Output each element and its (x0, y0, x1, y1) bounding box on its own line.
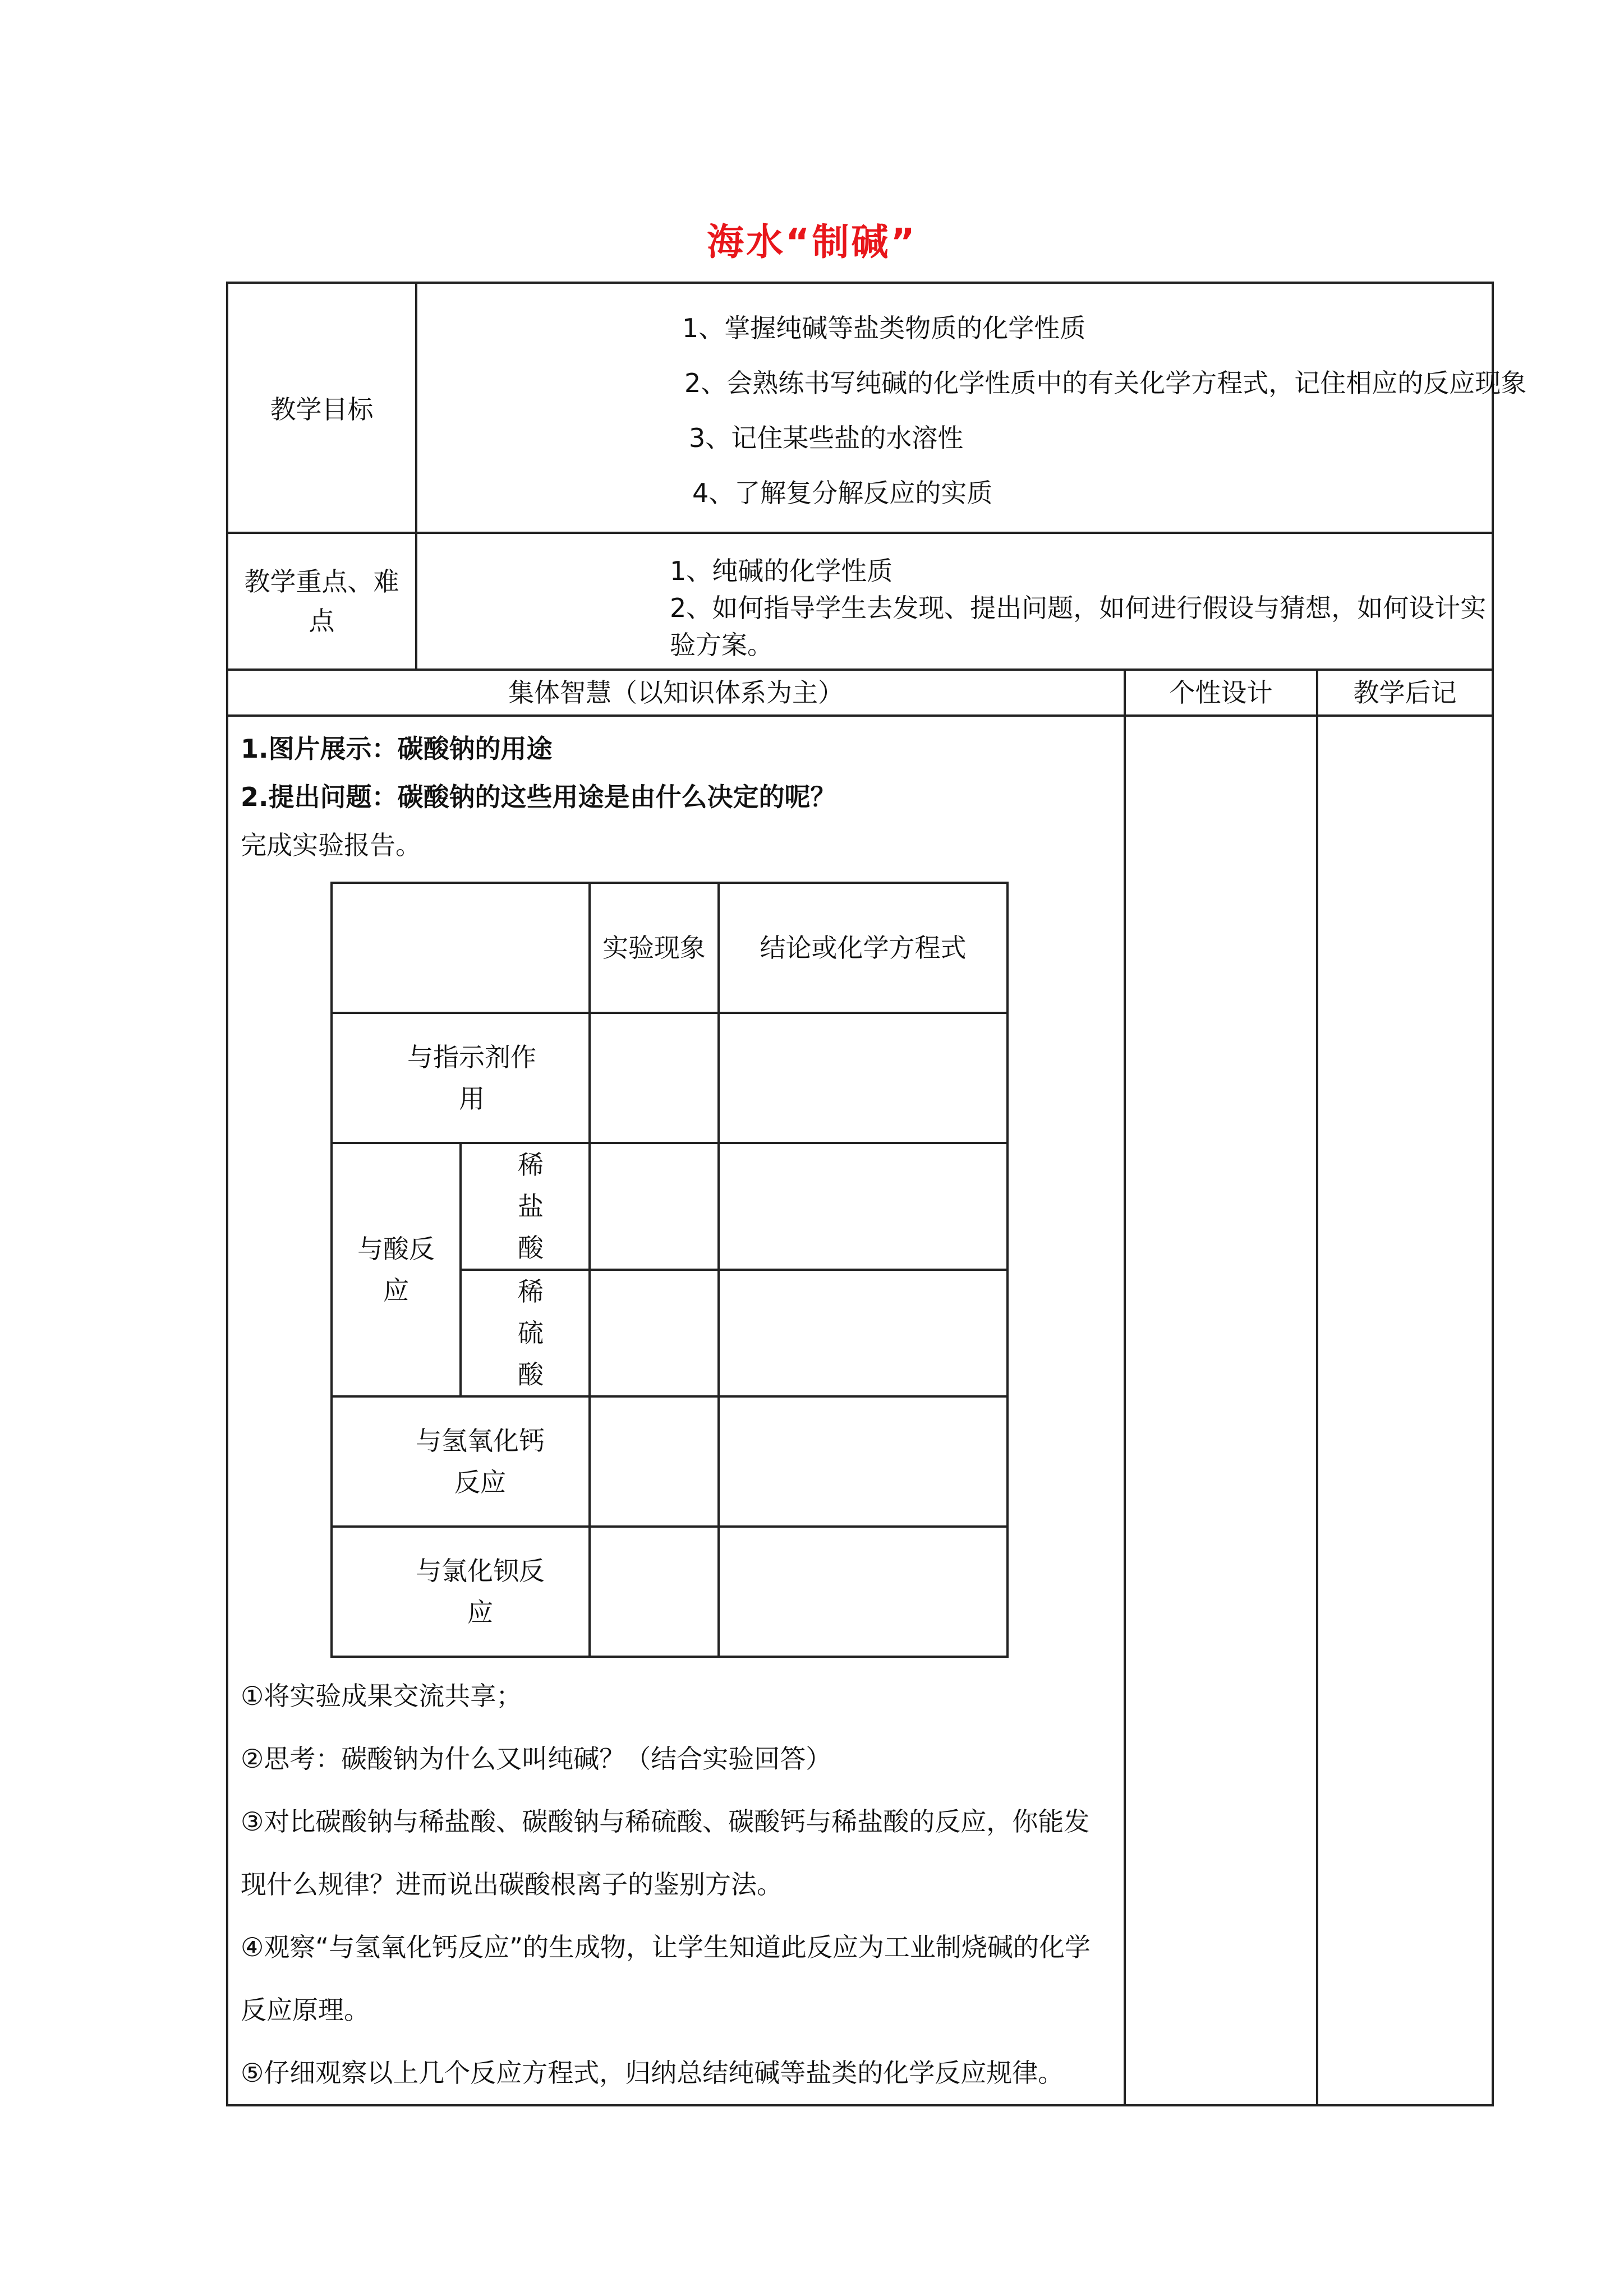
col-phenomenon: 实验现象 (590, 883, 719, 1013)
header-notes: 教学后记 (1317, 670, 1493, 716)
goals-label: 教学目标 (227, 283, 416, 533)
key-points-row (227, 533, 1493, 670)
goal-item: 1、掌握纯碱等盐类物质的化学性质 (682, 313, 1086, 343)
step-2: 2.提出问题：碳酸钠的这些用途是由什么决定的呢？ (241, 782, 836, 812)
discussion-item: ①将实验成果交流共享； (241, 1681, 522, 1711)
header-personal: 个性设计 (1125, 670, 1317, 716)
goals-row (227, 283, 1493, 533)
content-cell (227, 716, 1125, 2105)
column-header-row (227, 670, 1493, 716)
header-collective: 集体智慧（以知识体系为主） (227, 670, 1125, 716)
cell-empty (590, 1527, 719, 1657)
cell-empty (590, 1270, 719, 1396)
lesson-plan-table (226, 282, 1527, 2106)
key-point-item: 2、如何指导学生去发现、提出问题，如何进行假设与猜想，如何设计实验方案。 (670, 593, 1487, 660)
sub-h2so4: 稀硫酸 (461, 1270, 590, 1396)
cell-empty (590, 1013, 719, 1143)
discussion-item: ④观察“与氢氧化钙反应”的生成物，让学生知道此反应为工业制烧碱的化学反应原理。 (241, 1932, 1091, 2025)
report-corner-cell (332, 883, 590, 1013)
row-bacl: 与氯化钡反应 (332, 1527, 590, 1657)
discussion-item: ③对比碳酸钠与稀盐酸、碳酸钠与稀硫酸、碳酸钙与稀盐酸的反应，你能发现什么规律？进而说出碳酸根离子的鉴别方法。 (241, 1806, 1090, 1899)
goal-item: 3、记住某些盐的水溶性 (689, 423, 964, 453)
discussion-item: ②思考：碳酸钠为什么又叫纯碱？（结合实验回答） (241, 1744, 832, 1774)
goals-list (416, 283, 1527, 533)
col-conclusion: 结论或化学方程式 (719, 883, 1007, 1013)
cell-empty (719, 1396, 1007, 1527)
goal-item: 4、了解复分解反应的实质 (692, 478, 993, 508)
report-intro: 完成实验报告。 (241, 830, 421, 860)
row-indicator: 与指示剂作用 (332, 1013, 590, 1143)
page-title: 海水“制碱” (707, 220, 917, 264)
personal-design-cell (1125, 716, 1317, 2105)
cell-empty (719, 1270, 1007, 1396)
key-points-list (416, 533, 1493, 670)
cell-empty (719, 1527, 1007, 1657)
row-caoh: 与氢氧化钙反应 (332, 1396, 590, 1527)
sub-hcl: 稀盐酸 (461, 1143, 590, 1270)
teaching-notes-cell (1317, 716, 1493, 2105)
content-row (227, 716, 1493, 2105)
discussion-item: ⑤仔细观察以上几个反应方程式，归纳总结纯碱等盐类的化学反应规律。 (241, 2058, 1064, 2088)
step-1: 1.图片展示：碳酸钠的用途 (241, 734, 553, 764)
key-points-label: 教学重点、难点 (227, 533, 416, 670)
goal-item: 2、会熟练书写纯碱的化学性质中的有关化学方程式，记住相应的反应现象 (684, 368, 1527, 398)
cell-empty (590, 1396, 719, 1527)
cell-empty (719, 1143, 1007, 1270)
cell-empty (590, 1143, 719, 1270)
experiment-report-table (330, 882, 1009, 1658)
row-acid: 与酸反应 (332, 1143, 461, 1396)
discussion-list (241, 1665, 1111, 2104)
key-point-item: 1、纯碱的化学性质 (670, 556, 893, 586)
cell-empty (719, 1013, 1007, 1143)
